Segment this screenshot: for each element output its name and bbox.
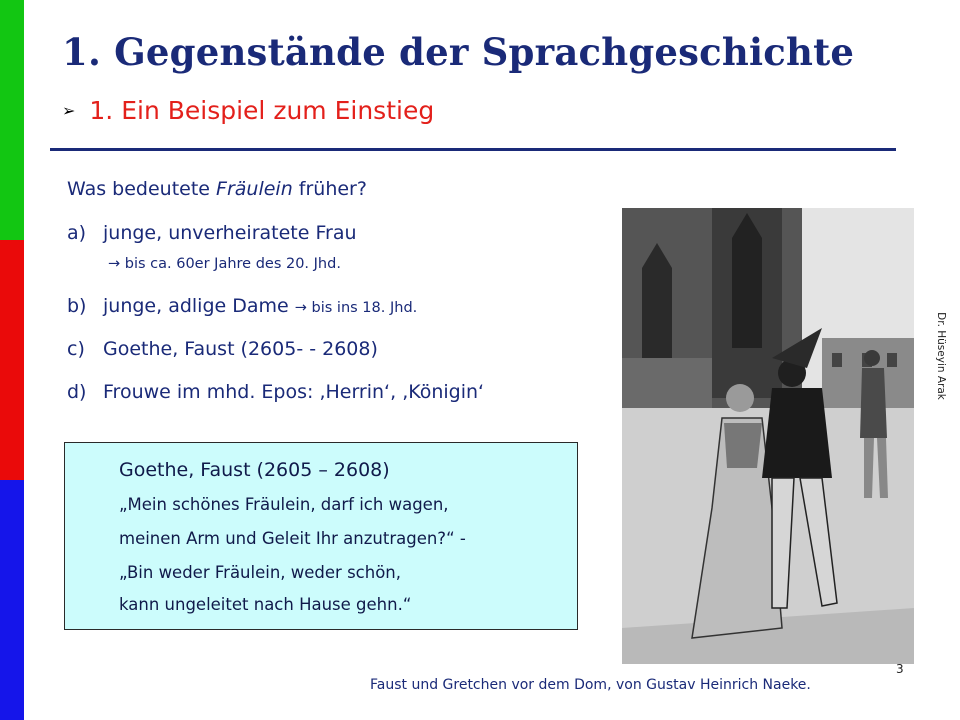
quote-line: „Bin weder Fräulein, weder schön, (119, 563, 401, 582)
question-text: Was bedeutete Fräulein früher? (67, 178, 367, 200)
quote-line: kann ungeleitet nach Hause gehn.“ (119, 595, 412, 614)
quote-box (64, 442, 578, 630)
title-divider (50, 148, 896, 151)
sidebar-red-band (0, 240, 24, 480)
color-sidebar (0, 0, 24, 720)
quote-line: „Mein schönes Fräulein, darf ich wagen, (119, 495, 449, 514)
answer-c: c) Goethe, Faust (2605- - 2608) (67, 338, 378, 360)
answer-a: a) junge, unverheiratete Frau (67, 222, 357, 244)
arrowhead-bullet-icon: ➢ (62, 101, 76, 120)
slide-title: 1. Gegenstände der Sprachgeschichte (62, 30, 855, 74)
sidebar-green-band (0, 0, 24, 240)
quote-line: meinen Arm und Geleit Ihr anzutragen?“ - (119, 529, 466, 548)
answer-b-note: → bis ins 18. Jhd. (294, 300, 418, 316)
quote-title: Goethe, Faust (2605 – 2608) (119, 459, 390, 481)
sidebar-blue-band (0, 480, 24, 720)
emphasized-word: Fräulein (216, 178, 293, 200)
author-credit: Dr. Hüseyin Arak (935, 312, 947, 400)
answer-a-note: → bis ca. 60er Jahre des 20. Jhd. (108, 256, 341, 272)
answer-d: d) Frouwe im mhd. Epos: ‚Herrin‘, ‚Königin‘ (67, 381, 485, 403)
answer-b: b) junge, adlige Dame → bis ins 18. Jhd. (67, 295, 418, 317)
slide-subtitle (62, 96, 434, 125)
page-number: 3 (896, 662, 904, 676)
subtitle-text: 1. Ein Beispiel zum Einstieg (89, 96, 435, 125)
image-caption: Faust und Gretchen vor dem Dom, von Gustav Heinrich Naeke. (370, 677, 811, 693)
faust-gretchen-illustration (622, 208, 914, 664)
